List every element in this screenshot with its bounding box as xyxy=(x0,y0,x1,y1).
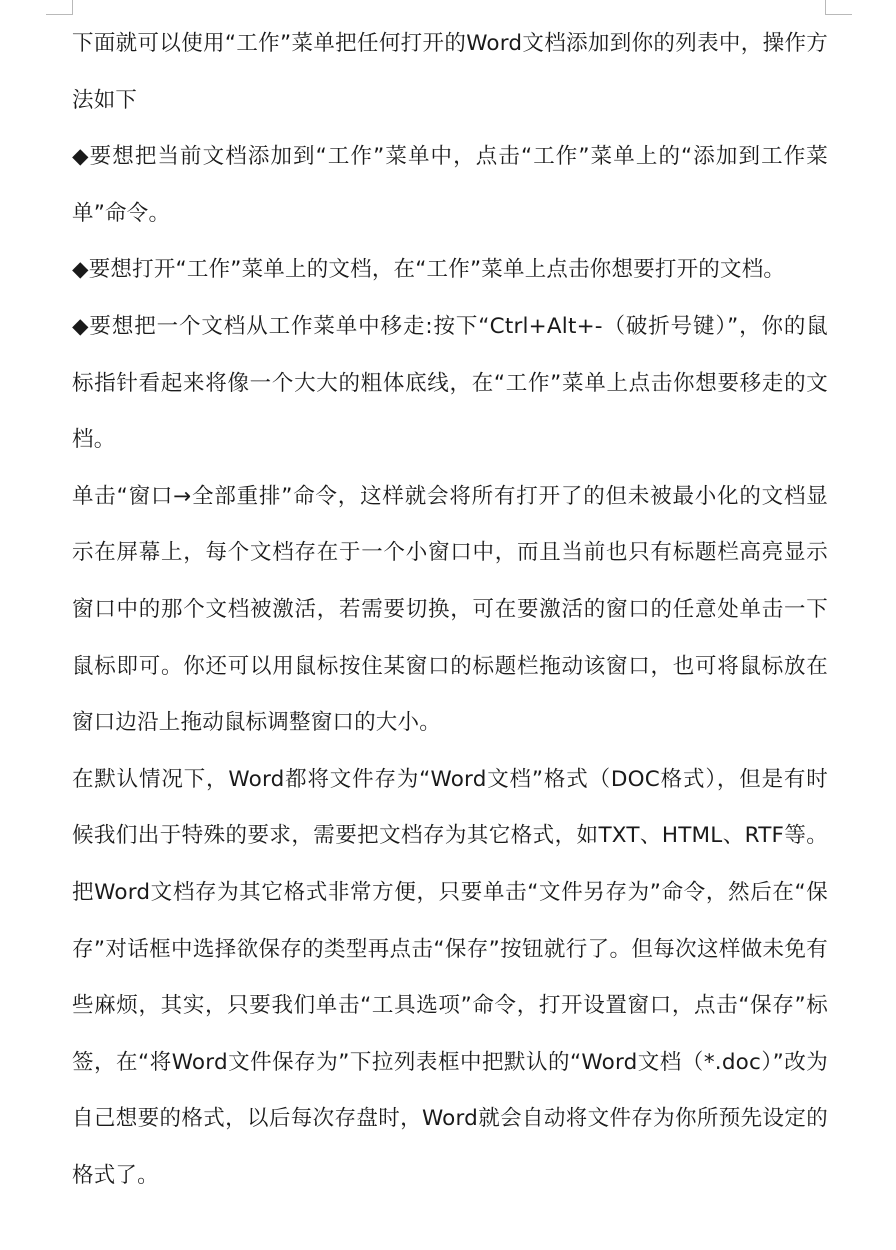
paragraph-bullet-open: ◆要想打开“工作”菜单上的文档，在“工作”菜单上点击你想要打开的文档。 xyxy=(72,257,786,283)
document-body xyxy=(72,16,828,1204)
paragraph-bullet-remove: ◆要想把一个文档从工作菜单中移走:按下“Ctrl+Alt+-（破折号键）”，你的鼠标指针看起来将像一个大大的粗体底线，在“工作”菜单上点击你想要移走的文档。 xyxy=(72,313,828,453)
margin-corner-mark-right xyxy=(825,0,852,15)
paragraph-bullet-add: ◆要想把当前文档添加到“工作”菜单中，点击“工作”菜单上的“添加到工作菜单”命令。 xyxy=(72,144,828,226)
paragraph-intro: 下面就可以使用“工作”菜单把任何打开的Word文档添加到你的列表中，操作方法如下 xyxy=(72,31,828,113)
margin-corner-mark-left xyxy=(46,0,73,15)
paragraph-window-arrange: 单击“窗口→全部重排”命令，这样就会将所有打开了的但未被最小化的文档显示在屏幕上，每个文档存在于一个小窗口中，而且当前也只有标题栏高亮显示窗口中的那个文档被激活，若需要切换，可在要激活的窗口的任意处单击一下鼠标即可。你还可以用鼠标按住某窗口的标题栏拖动该窗口，也可将鼠标放在窗口边沿上拖动鼠标调整窗口的大小。 xyxy=(72,483,828,736)
paragraph-save-format: 在默认情况下，Word都将文件存为“Word文档”格式（DOC格式），但是有时候我们出于特殊的要求，需要把文档存为其它格式，如TXT、HTML、RTF等。把Word文档存为其它格式非常方便，只要单击“文件另存为”命令，然后在“保存”对话框中选择欲保存的类型再点击“保存”按钮就行了。但每次这样做未免有些麻烦，其实，只要我们单击“工具选项”命令，打开设置窗口，点击“保存”标签，在“将Word文件保存为”下拉列表框中把默认的“Word文档（*.doc）”改为自己想要的格式，以后每次存盘时，Word就会自动将文件存为你所预先设定的格式了。 xyxy=(72,766,828,1188)
